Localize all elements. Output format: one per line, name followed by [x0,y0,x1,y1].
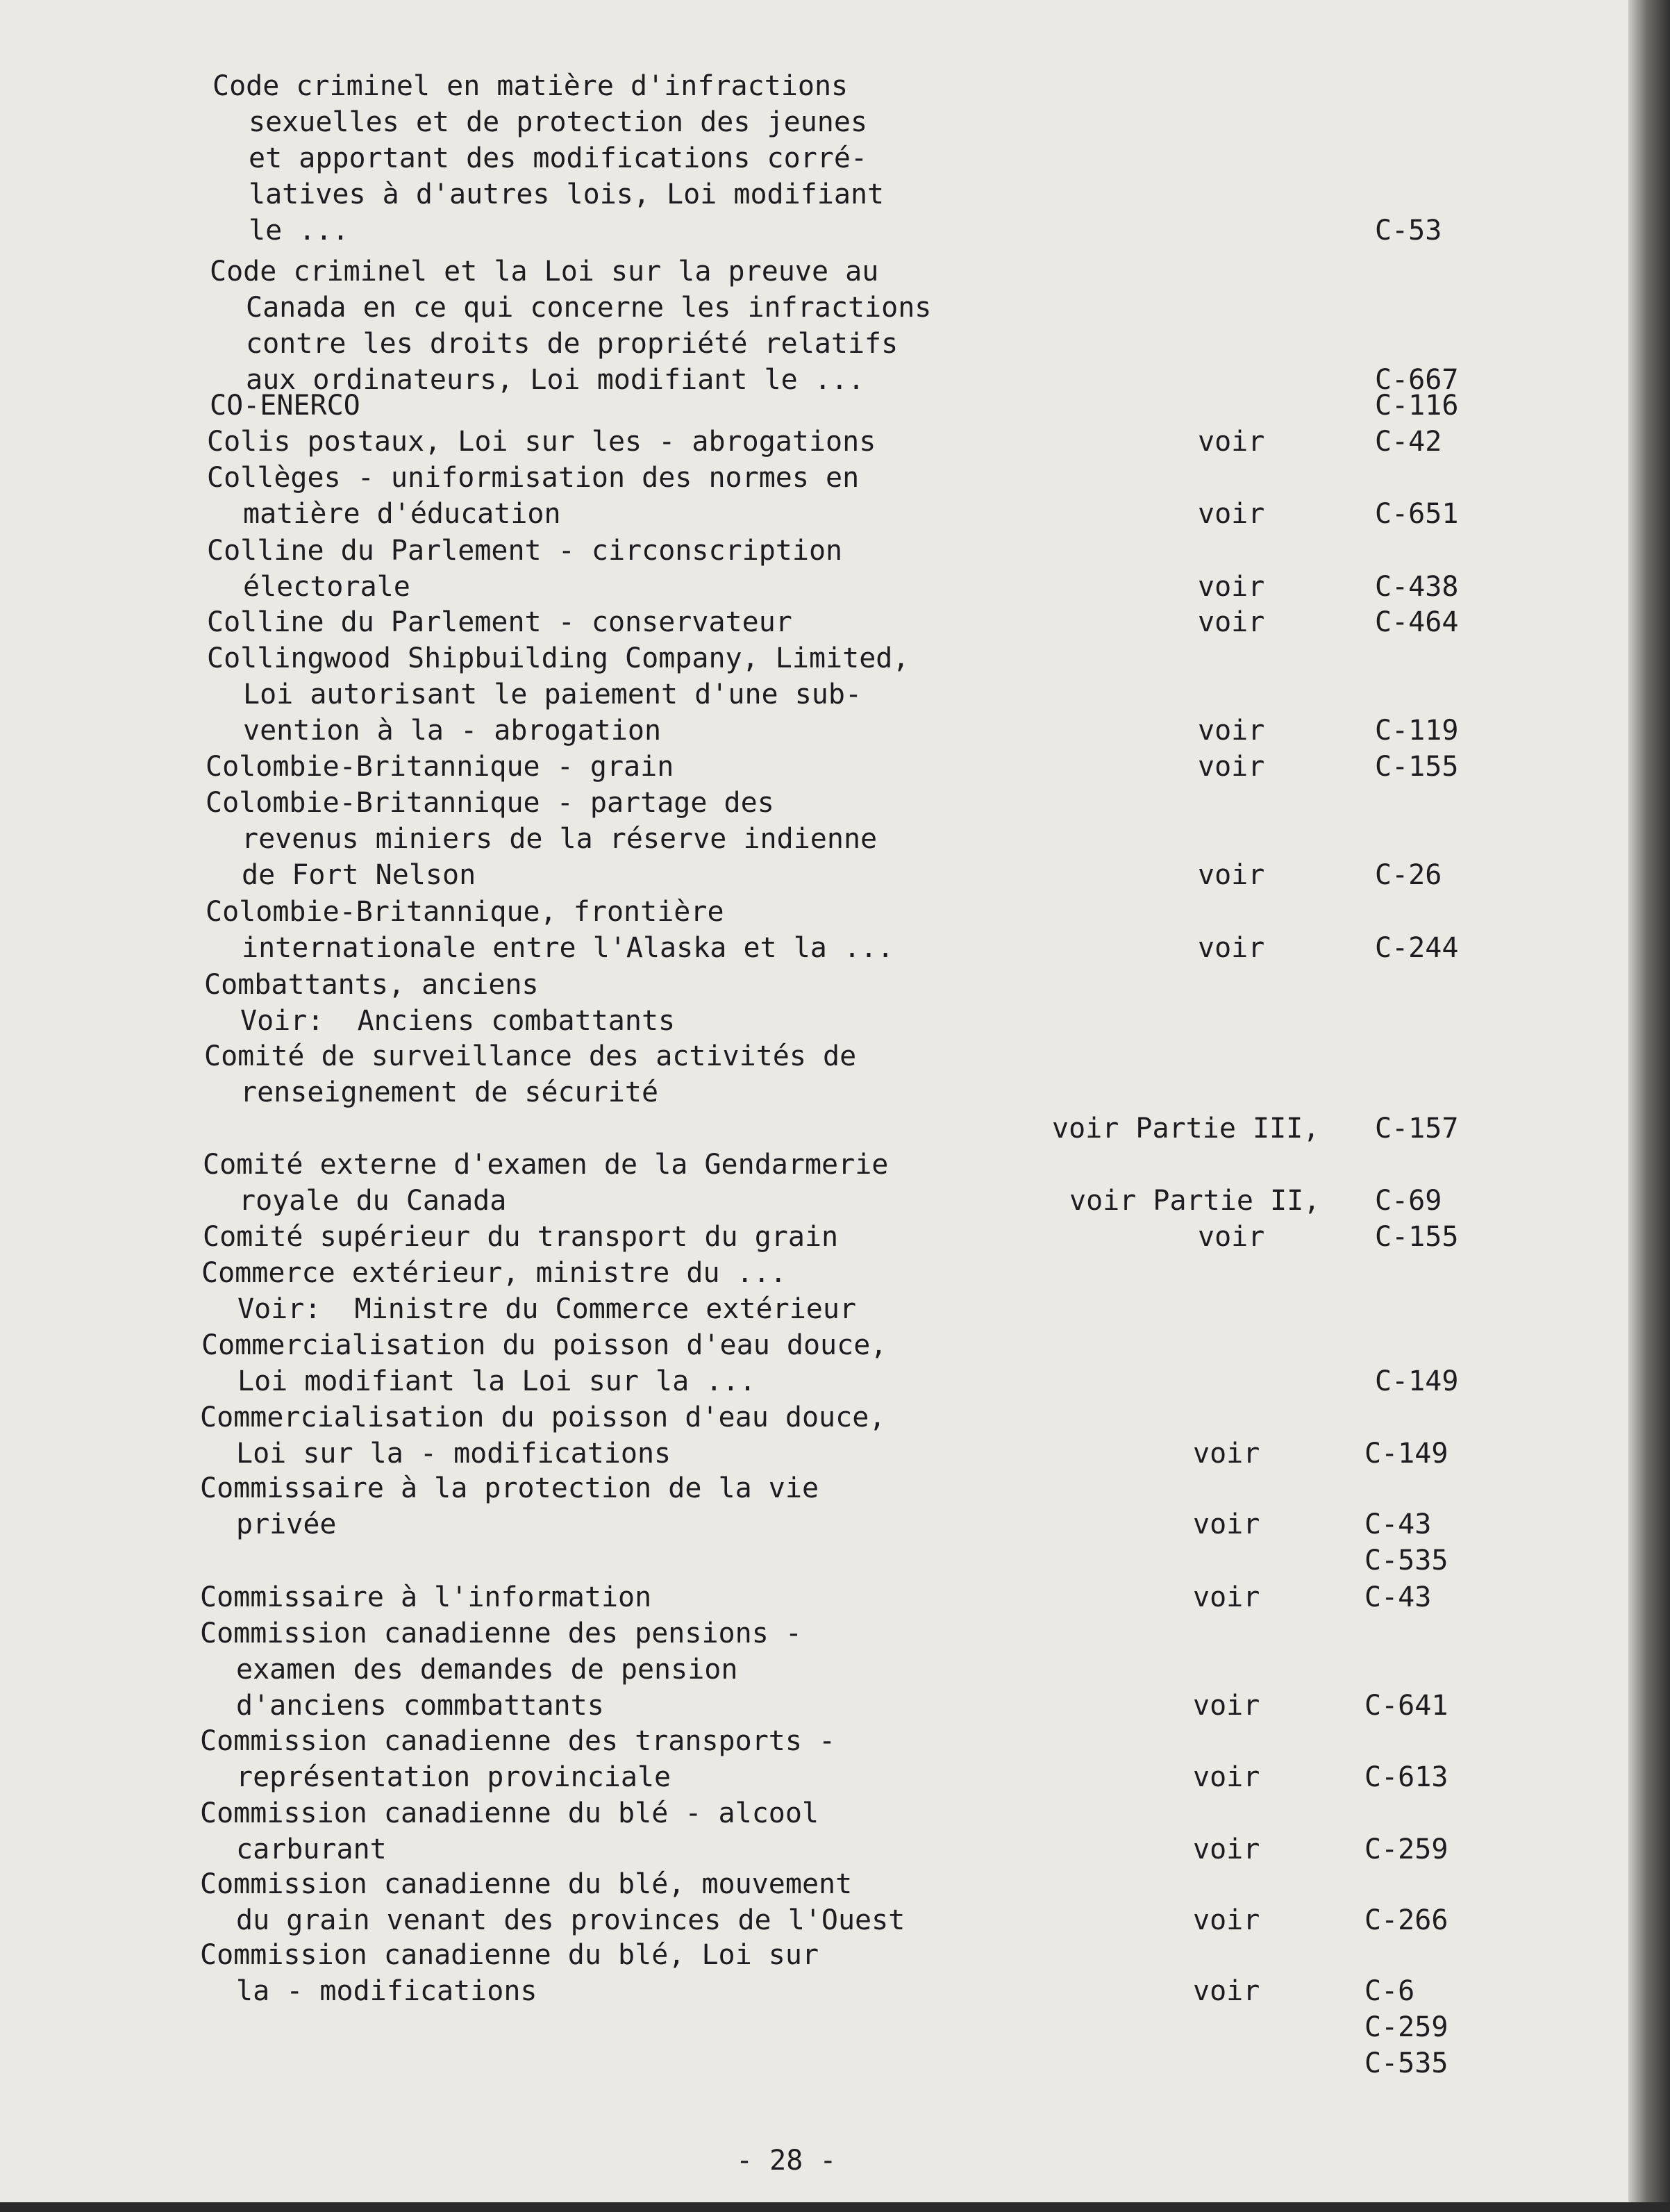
entry-continuation: internationale entre l'Alaska et la ... [242,932,894,964]
bill-number: C-149 [1364,1438,1448,1470]
entry-heading: CO-ENERCO [210,390,360,422]
see-reference: voir [1198,751,1265,783]
entry-heading: Commission canadienne du blé - alcool [200,1797,819,1829]
bill-number: C-259 [1364,2011,1448,2043]
bill-number: C-244 [1375,932,1459,964]
entry-continuation: Loi autorisant le paiement d'une sub- [243,679,862,710]
entry-heading: Comité externe d'examen de la Gendarmerie [203,1149,889,1181]
entry-heading: Commissaire à l'information [200,1581,652,1613]
entry-continuation: matière d'éducation [243,498,561,530]
entry-heading: Commission canadienne du blé, mouvement [200,1868,853,1900]
bill-number: C-259 [1364,1833,1448,1865]
scan-right-edge [1628,0,1670,2212]
bill-number: C-69 [1375,1185,1442,1217]
bill-number: C-535 [1364,2047,1448,2079]
entry-continuation: aux ordinateurs, Loi modifiant le ... [246,364,865,396]
entry-heading: Colombie-Britannique - partage des [206,787,774,819]
entry-heading: Code criminel et la Loi sur la preuve au [210,256,879,288]
entry-continuation: latives à d'autres lois, Loi modifiant [249,178,885,210]
entry-continuation: du grain venant des provinces de l'Ouest [236,1904,905,1936]
bill-number: C-613 [1364,1761,1448,1793]
bill-number: C-149 [1375,1365,1459,1397]
bill-number: C-651 [1375,498,1459,530]
entry-continuation: contre les droits de propriété relatifs [246,328,899,360]
entry-heading: Collingwood Shipbuilding Company, Limited, [207,642,910,674]
entry-heading: Commerce extérieur, ministre du ... [201,1257,787,1289]
bill-number: C-667 [1375,364,1459,396]
entry-continuation: le ... [249,215,349,247]
entry-heading: Commercialisation du poisson d'eau douce, [200,1402,886,1433]
see-reference: voir [1193,1690,1260,1722]
entry-continuation: Loi modifiant la Loi sur la ... [237,1365,756,1397]
entry-continuation: et apportant des modifications corré- [249,142,868,174]
see-reference: voir [1198,498,1265,530]
bill-number: C-6 [1364,1975,1415,2007]
entry-heading: Commission canadienne des transports - [200,1725,836,1757]
page-number: - 28 - [736,2145,837,2177]
see-reference: voir [1193,1975,1260,2007]
entry-heading: Comité de surveillance des activités de [204,1040,857,1072]
entry-heading: Commissaire à la protection de la vie [200,1472,819,1504]
bill-number: C-157 [1375,1113,1459,1145]
bill-number: C-266 [1364,1904,1448,1936]
see-reference: voir Partie II, [1069,1185,1321,1217]
bill-number: C-26 [1375,859,1442,891]
entry-heading: Comité supérieur du transport du grain [203,1221,839,1253]
see-reference: voir [1198,715,1265,747]
entry-continuation: sexuelles et de protection des jeunes [249,106,868,138]
see-reference: voir [1198,932,1265,964]
see-reference: voir [1193,1761,1260,1793]
entry-continuation: Canada en ce qui concerne les infractions [246,292,932,324]
see-reference: voir [1193,1438,1260,1470]
entry-heading: Colombie-Britannique - grain [206,751,674,783]
see-reference: voir [1198,859,1265,891]
entry-continuation: vention à la - abrogation [243,715,662,747]
entry-continuation: examen des demandes de pension [236,1654,738,1686]
bill-number: C-535 [1364,1545,1448,1577]
entry-heading: Colombie-Britannique, frontière [206,896,724,928]
entry-heading: Colline du Parlement - conservateur [207,606,792,638]
entry-continuation: revenus miniers de la réserve indienne [242,823,878,855]
entry-heading: Commission canadienne des pensions - [200,1618,802,1649]
entry-heading: Combattants, anciens [204,969,539,1001]
entry-continuation: royale du Canada [239,1185,507,1217]
see-reference: voir [1198,426,1265,458]
bill-number: C-155 [1375,1221,1459,1253]
see-reference: voir [1193,1904,1260,1936]
bill-number: C-116 [1375,390,1459,422]
bill-number: C-464 [1375,606,1459,638]
see-reference: voir [1193,1581,1260,1613]
entry-continuation: privée [236,1508,337,1540]
entry-heading: Commission canadienne du blé, Loi sur [200,1939,819,1971]
bill-number: C-155 [1375,751,1459,783]
bill-number: C-119 [1375,715,1459,747]
entry-continuation: Voir: Ministre du Commerce extérieur [237,1293,857,1325]
entry-continuation: la - modifications [236,1975,537,2007]
see-reference: voir [1198,571,1265,603]
bill-number: C-641 [1364,1690,1448,1722]
entry-continuation: renseignement de sécurité [240,1076,659,1108]
bill-number: C-42 [1375,426,1442,458]
entry-heading: Code criminel en matière d'infractions [212,70,849,102]
see-reference: voir [1198,606,1265,638]
entry-continuation: Voir: Anciens combattants [240,1005,676,1037]
entry-heading: Colis postaux, Loi sur les - abrogations [207,426,876,458]
entry-continuation: Loi sur la - modifications [236,1438,671,1470]
entry-continuation: carburant [236,1833,387,1865]
entry-continuation: de Fort Nelson [242,859,476,891]
entry-continuation: représentation provinciale [236,1761,671,1793]
see-reference: voir [1193,1508,1260,1540]
see-reference: voir [1198,1221,1265,1253]
see-reference: voir [1193,1833,1260,1865]
bill-number: C-43 [1364,1581,1432,1613]
see-reference: voir Partie III, [1052,1113,1320,1145]
bill-number: C-438 [1375,571,1459,603]
entry-heading: Collèges - uniformisation des normes en [207,462,860,494]
entry-heading: Commercialisation du poisson d'eau douce, [201,1329,887,1361]
bill-number: C-53 [1375,215,1442,247]
entry-continuation: électorale [243,571,410,603]
bill-number: C-43 [1364,1508,1432,1540]
entry-continuation: d'anciens commbattants [236,1690,604,1722]
scan-bottom-edge [0,2202,1670,2212]
entry-heading: Colline du Parlement - circonscription [207,535,843,567]
